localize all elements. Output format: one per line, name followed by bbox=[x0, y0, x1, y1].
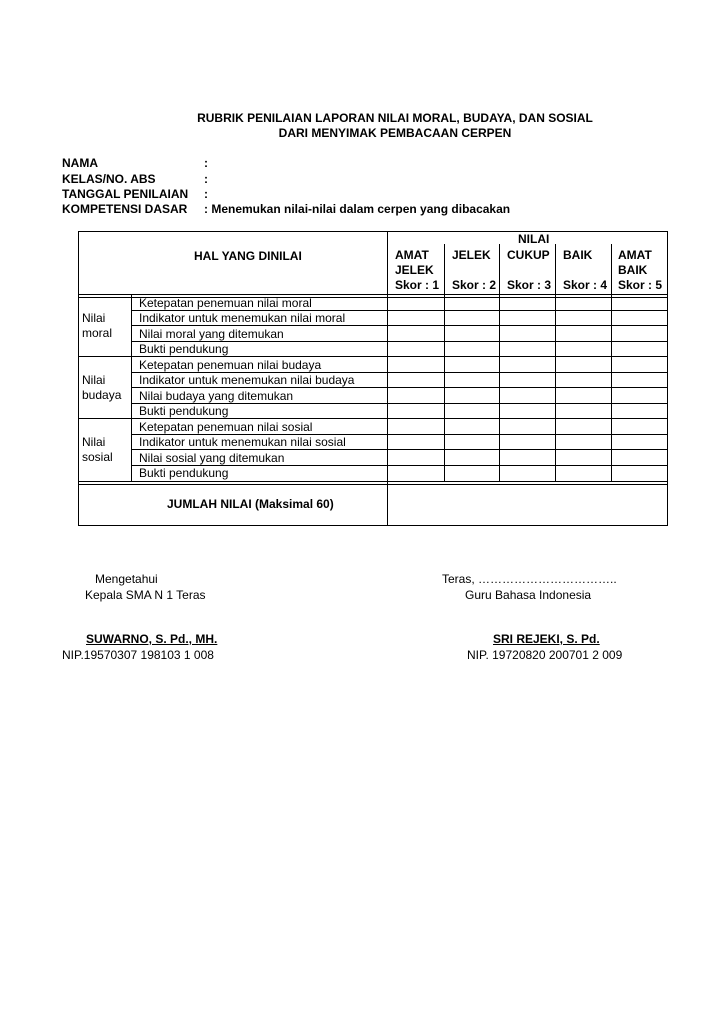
aspect-label: Nilai bbox=[82, 435, 106, 449]
document-title: RUBRIK PENILAIAN LAPORAN NILAI MORAL, BUDAYA, DAN SOSIAL bbox=[197, 111, 593, 125]
criteria-item: Ketepatan penemuan nilai sosial bbox=[139, 420, 313, 434]
left-signatory-nip: NIP.19570307 198103 1 008 bbox=[62, 648, 214, 662]
criteria-item: Indikator untuk menemukan nilai budaya bbox=[139, 373, 355, 387]
score-col-5-line2: BAIK bbox=[618, 263, 648, 277]
hal-yang-dinilai-header: HAL YANG DINILAI bbox=[194, 249, 302, 263]
score-col-4-line1: BAIK bbox=[563, 248, 593, 262]
score-col-4-skor: Skor : 4 bbox=[563, 278, 608, 292]
criteria-item: Indikator untuk menemukan nilai sosial bbox=[139, 435, 346, 449]
total-score-label: JUMLAH NILAI (Maksimal 60) bbox=[167, 497, 334, 511]
score-col-5-skor: Skor : 5 bbox=[618, 278, 663, 292]
criteria-item: Bukti pendukung bbox=[139, 466, 229, 480]
identity-label: TANGGAL PENILAIAN bbox=[62, 187, 189, 201]
identity-value: : bbox=[204, 187, 208, 201]
score-col-1-line2: JELEK bbox=[395, 263, 434, 277]
right-signatory-nip: NIP. 19720820 200701 2 009 bbox=[467, 648, 623, 662]
criteria-item: Ketepatan penemuan nilai moral bbox=[139, 296, 312, 310]
identity-value: : bbox=[204, 172, 208, 186]
left-sign-line1: Mengetahui bbox=[95, 572, 158, 586]
right-sign-line1: Teras, …………………………….. bbox=[442, 572, 617, 586]
criteria-item: Nilai sosial yang ditemukan bbox=[139, 451, 285, 465]
criteria-item: Nilai moral yang ditemukan bbox=[139, 327, 284, 341]
score-col-1-skor: Skor : 1 bbox=[395, 278, 440, 292]
criteria-item: Nilai budaya yang ditemukan bbox=[139, 389, 294, 403]
identity-value: : bbox=[204, 156, 208, 170]
identity-value: : Menemukan nilai-nilai dalam cerpen yang dibacakan bbox=[204, 202, 511, 216]
score-col-3-skor: Skor : 3 bbox=[507, 278, 552, 292]
score-col-1-line1: AMAT bbox=[395, 248, 429, 262]
criteria-item: Bukti pendukung bbox=[139, 404, 229, 418]
identity-label: KELAS/NO. ABS bbox=[62, 172, 156, 186]
aspect-label: budaya bbox=[82, 388, 122, 402]
criteria-item: Indikator untuk menemukan nilai moral bbox=[139, 311, 346, 325]
aspect-label: moral bbox=[82, 326, 113, 340]
criteria-item: Ketepatan penemuan nilai budaya bbox=[139, 358, 322, 372]
right-signatory-name: SRI REJEKI, S. Pd. bbox=[493, 632, 600, 646]
score-col-2-line1: JELEK bbox=[452, 248, 491, 262]
score-col-3-line1: CUKUP bbox=[507, 248, 550, 262]
left-sign-line2: Kepala SMA N 1 Teras bbox=[85, 588, 206, 602]
nilai-header: NILAI bbox=[518, 232, 550, 246]
aspect-label: Nilai bbox=[82, 373, 106, 387]
identity-label: KOMPETENSI DASAR bbox=[62, 202, 188, 216]
score-col-2-skor: Skor : 2 bbox=[452, 278, 497, 292]
aspect-label: Nilai bbox=[82, 311, 106, 325]
criteria-item: Bukti pendukung bbox=[139, 342, 229, 356]
right-sign-line2: Guru Bahasa Indonesia bbox=[465, 588, 592, 602]
left-signatory-name: SUWARNO, S. Pd., MH. bbox=[86, 632, 218, 646]
identity-label: NAMA bbox=[62, 156, 98, 170]
score-col-5-line1: AMAT bbox=[618, 248, 652, 262]
aspect-label: sosial bbox=[82, 450, 113, 464]
document-subtitle: DARI MENYIMAK PEMBACAAN CERPEN bbox=[278, 126, 512, 140]
